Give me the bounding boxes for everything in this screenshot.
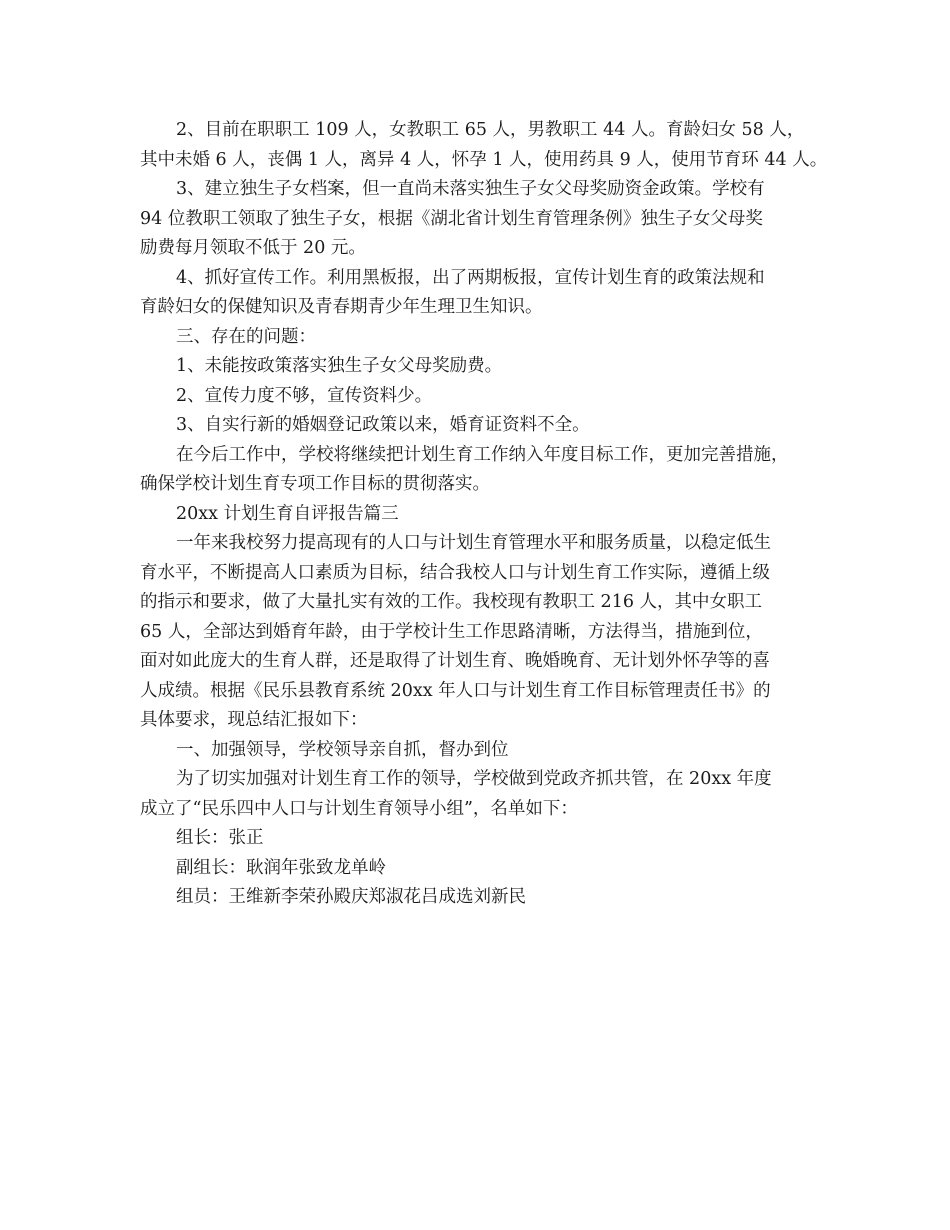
text-line: 具体要求，现总结汇报如下： [140, 710, 368, 730]
text-line: 94 位教职工领取了独生子女，根据《湖北省计划生育管理条例》独生子女父母奖 [140, 208, 763, 229]
text-line: 面对如此庞大的生育人群，还是取得了计划生育、晚婚晚育、无计划外怀孕等的喜 [140, 651, 770, 671]
text-line: 成立了“民乐四中人口与计划生育领导小组”，名单如下： [140, 798, 578, 819]
text-line: 为了切实加强对计划生育工作的领导，学校做到党政齐抓共管，在 20xx 年度 [176, 769, 772, 789]
text-line: 4、抓好宣传工作。利用黑板报，出了两期板报，宣传计划生育的政策法规和 [176, 267, 765, 288]
text-line: 其中未婚 6 人，丧偶 1 人，离异 4 人，怀孕 1 人，使用药具 9 人，使用节育环 44 人。 [140, 149, 828, 170]
text-line: 在今后工作中，学校将继续把计划生育工作纳入年度目标工作，更加完善措施， [176, 444, 789, 465]
text-line: 人成绩。根据《民乐县教育系统 20xx 年人口与计划生育工作目标管理责任书》的 [140, 680, 771, 701]
article-title: 20xx 计划生育自评报告篇三 [176, 503, 399, 524]
text-line: 3、自实行新的婚姻登记政策以来，婚育证资料不全。 [176, 415, 590, 435]
section-heading: 一、加强领导，学校领导亲自抓，督办到位 [176, 739, 509, 760]
text-line: 组长：张正 [176, 828, 264, 848]
text-line: 2、宣传力度不够，宣传资料少。 [176, 385, 433, 406]
text-line: 组员：王维新李荣孙殿庆郑淑花吕成选刘新民 [176, 887, 526, 907]
text-line: 励费每月领取不低于 20 元。 [140, 238, 366, 258]
document-body [140, 116, 830, 913]
text-line: 副组长：耿润年张致龙单岭 [176, 857, 386, 878]
text-line: 一年来我校努力提高现有的人口与计划生育管理水平和服务质量，以稳定低生 [176, 533, 771, 553]
text-line: 育龄妇女的保健知识及青春期青少年生理卫生知识。 [140, 297, 543, 317]
text-line: 65 人，全部达到婚育年龄，由于学校计生工作思路清晰，方法得当，措施到位， [140, 621, 763, 642]
text-line: 2、目前在职职工 109 人，女教职工 65 人，男教职工 44 人。育龄妇女 58 人， [176, 120, 805, 140]
text-line: 育水平，不断提高人口素质为目标，结合我校人口与计划生育工作实际，遵循上级 [140, 562, 770, 583]
text-line: 确保学校计划生育专项工作目标的贯彻落实。 [140, 474, 490, 494]
section-heading: 三、存在的问题： [176, 326, 316, 347]
text-line: 3、建立独生子女档案，但一直尚未落实独生子女父母奖励资金政策。学校有 [176, 179, 765, 199]
text-line: 的指示和要求，做了大量扎实有效的工作。我校现有教职工 216 人，其中女职工 [140, 592, 763, 612]
text-line: 1、未能按政策落实独生子女父母奖励费。 [176, 356, 503, 376]
